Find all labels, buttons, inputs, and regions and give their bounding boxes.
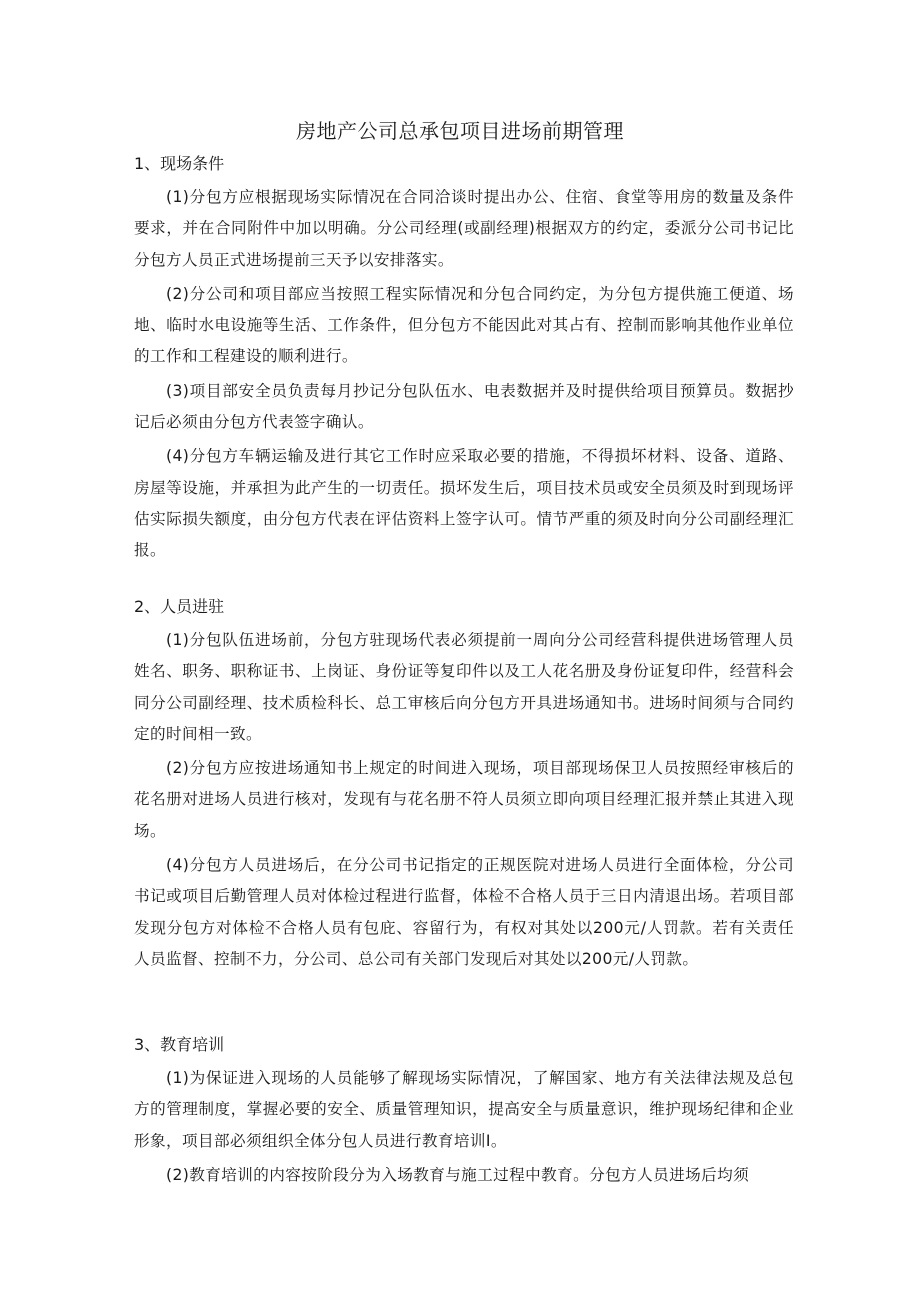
paragraph: (1)为保证进入现场的人员能够了解现场实际情况，了解国家、地方有关法律法规及总包方的管理制度，掌握必要的安全、质量管理知识，提高安全与质量意识，维护现场纪律和企业形象，项目部必须组织全体分包人员进行教育培训I。 (134, 1069, 794, 1150)
paragraph: (3)项目部安全员负责每月抄记分包队伍水、电表数据并及时提供给项目预算员。数据抄记后必须由分包方代表签字确认。 (134, 381, 794, 432)
paragraph: (2)分公司和项目部应当按照工程实际情况和分包合同约定，为分包方提供施工便道、场地、临时水电设施等生活、工作条件，但分包方不能因此对其占有、控制而影响其他作业单位的工作和工程建设的顺利进行。 (134, 284, 794, 366)
document-title: 房地产公司总承包项目进场前期管理 (296, 119, 624, 143)
section-site-conditions (134, 150, 794, 567)
paragraph: (1)分包方应根据现场实际情况在合同洽谈时提出办公、住宿、食堂等用房的数量及条件要求，并在合同附件中加以明确。分公司经理(或副经理)根据双方的约定，委派分公司书记比分包方人员正式进场提前三天予以安排落实。 (134, 188, 794, 269)
paragraph: (2)分包方应按进场通知书上规定的时间进入现场，项目部现场保卫人员按照经审核后的花名册对进场人员进行核对，发现有与花名册不符人员须立即向项目经理汇报并禁止其进入现场。 (134, 759, 794, 840)
paragraph: (2)教育培训的内容按阶段分为入场教育与施工过程中教育。分包方人员进场后均须 (166, 1165, 750, 1184)
section-heading: 2、人员进驻 (134, 597, 225, 616)
section-education-training (134, 1031, 794, 1191)
paragraph: (4)分包方车辆运输及进行其它工作时应采取必要的措施，不得损坏材料、设备、道路、房屋等设施，并承担为此产生的一切责任。损坏发生后，项目技术员或安全员须及时到现场评估实际损失额度，由分包方代表在评估资料上签字认可。情节严重的须及时向分公司副经理汇报。 (134, 447, 794, 560)
section-heading: 1、现场条件 (134, 154, 225, 173)
paragraph: (1)分包队伍进场前，分包方驻现场代表必须提前一周向分公司经营科提供进场管理人员姓名、职务、职称证书、上岗证、身份证等复印件以及工人花名册及身份证复印件，经营科会同分公司副经理、技术质检科长、总工审核后向分包方开具进场通知书。进场时间须与合同约定的时间相一致。 (134, 631, 794, 743)
section-heading: 3、教育培训 (134, 1035, 225, 1054)
paragraph: (4)分包方人员进场后，在分公司书记指定的正规医院对进场人员进行全面体检，分公司书记或项目后勤管理人员对体检过程进行监督，体检不合格人员于三日内清退出场。若项目部发现分包方对体检不合格人员有包庇、容留行为，有权对其处以200元/人罚款。若有关责任人员监督、控制不力，分公司、总公司有关部门发现后对其处以200元/人罚款。 (134, 856, 794, 968)
section-personnel-entry (134, 593, 794, 975)
